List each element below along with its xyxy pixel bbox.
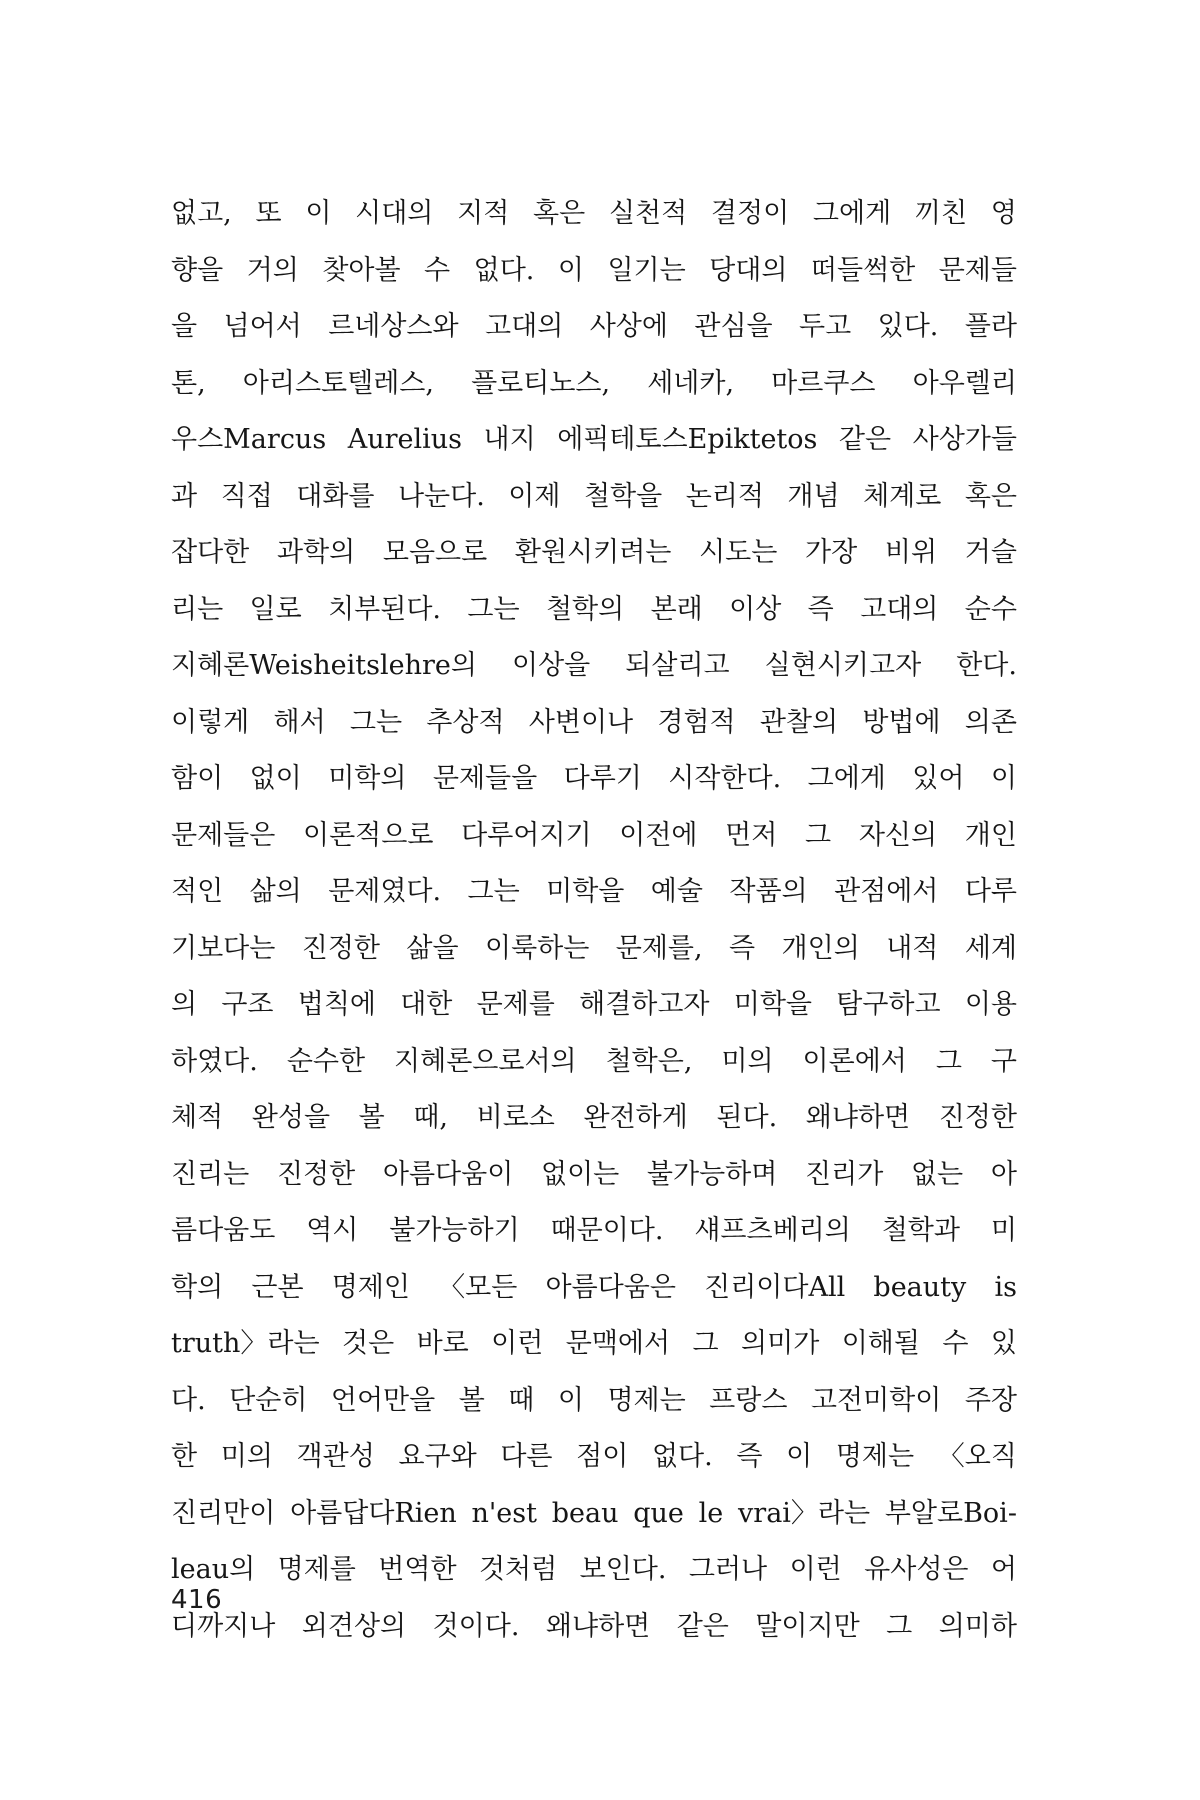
word: 이 bbox=[557, 1384, 584, 1416]
word: 결정이 bbox=[710, 198, 790, 229]
word: 사변이나 bbox=[528, 706, 634, 738]
word: 하였다. bbox=[171, 1045, 258, 1077]
text-line bbox=[171, 299, 1017, 356]
text-line bbox=[171, 582, 1017, 639]
text-line bbox=[171, 525, 1017, 582]
word: 일기는 bbox=[607, 254, 686, 286]
word: 우스Marcus bbox=[171, 424, 327, 455]
word: 바로 bbox=[416, 1328, 469, 1359]
word: 문제를 bbox=[476, 989, 555, 1020]
word: 대한 bbox=[400, 989, 453, 1020]
body-text bbox=[171, 186, 1017, 1655]
text-line bbox=[171, 1260, 1017, 1317]
text-line bbox=[171, 1429, 1017, 1486]
word: 점이 bbox=[576, 1441, 629, 1472]
word: 다루어지기 bbox=[461, 819, 592, 851]
word: 없이는 bbox=[540, 1158, 620, 1190]
text-line bbox=[171, 1034, 1017, 1091]
word: 없다. bbox=[473, 254, 535, 286]
word: 지혜론으로서의 bbox=[394, 1045, 577, 1077]
word: 보인다. bbox=[579, 1554, 667, 1585]
text-line bbox=[171, 921, 1017, 978]
word: 톤, bbox=[171, 367, 206, 399]
word: 르네상스와 bbox=[328, 311, 459, 342]
word: 탐구하고 bbox=[836, 989, 941, 1020]
word: 의 bbox=[171, 989, 198, 1020]
word: 삶의 bbox=[249, 876, 302, 907]
word: 넘어서 bbox=[223, 311, 302, 342]
word: 진정한 bbox=[301, 932, 380, 964]
word: 일로 bbox=[249, 593, 302, 625]
word: 진정한 bbox=[276, 1158, 356, 1190]
word: 모음으로 bbox=[382, 537, 488, 568]
word: 가장 bbox=[805, 537, 858, 568]
word: 거슬 bbox=[964, 537, 1017, 568]
word: 〈오직 bbox=[937, 1441, 1017, 1472]
word: 그에게 bbox=[812, 198, 892, 229]
word: 볼 bbox=[458, 1384, 485, 1416]
word: 즉 bbox=[729, 932, 756, 964]
word: le bbox=[698, 1497, 724, 1529]
word: 이룩하는 bbox=[485, 932, 590, 964]
word: 시대의 bbox=[355, 198, 434, 229]
text-line bbox=[171, 1147, 1017, 1204]
word: beauty bbox=[873, 1271, 967, 1303]
word: 근본 bbox=[251, 1271, 304, 1303]
word: 경험적 bbox=[657, 706, 736, 738]
text-line bbox=[171, 186, 1017, 243]
word: 어 bbox=[990, 1554, 1017, 1585]
word: 이해될 bbox=[841, 1328, 920, 1359]
word: 개념 bbox=[787, 480, 840, 512]
word: 실현시키고자 bbox=[764, 650, 922, 681]
word: 진리이다All bbox=[704, 1271, 846, 1303]
word: 미학을 bbox=[733, 989, 813, 1020]
word: 있어 bbox=[912, 763, 965, 794]
word: 디까지나 bbox=[171, 1610, 276, 1642]
word: 고대의 bbox=[860, 593, 939, 625]
word: 의미하 bbox=[938, 1610, 1017, 1642]
word: 이 bbox=[305, 198, 332, 229]
word: 아름답다Rien bbox=[290, 1497, 457, 1529]
text-line bbox=[171, 356, 1017, 413]
word: 미의 bbox=[220, 1441, 273, 1472]
word: 섀프츠베리의 bbox=[694, 1215, 851, 1246]
word: 한다. bbox=[956, 650, 1017, 681]
word: 같은 bbox=[838, 424, 892, 455]
word: 예술 bbox=[650, 876, 703, 907]
word: 적인 bbox=[171, 876, 224, 907]
word: 이 bbox=[557, 254, 584, 286]
word: 또 bbox=[255, 198, 282, 229]
word: 개인 bbox=[964, 819, 1017, 851]
word: 다른 bbox=[500, 1441, 553, 1472]
word: 아리스토텔레스, bbox=[242, 367, 434, 399]
word: 그 bbox=[805, 819, 832, 851]
word: 객관성 bbox=[296, 1441, 375, 1472]
word: 이론적으로 bbox=[303, 819, 434, 851]
word: is bbox=[994, 1271, 1017, 1303]
word: 이 bbox=[990, 763, 1017, 794]
word: 수 bbox=[424, 254, 451, 286]
word: 고대의 bbox=[485, 311, 564, 342]
word: 철학의 bbox=[545, 593, 625, 625]
word: 시작한다. bbox=[668, 763, 782, 794]
word: 고전미학이 bbox=[810, 1384, 942, 1416]
word: 아름다움은 bbox=[545, 1271, 676, 1303]
word: 지적 bbox=[457, 198, 510, 229]
word: 없다. bbox=[651, 1441, 713, 1472]
word: 과학의 bbox=[276, 537, 356, 568]
word: 치부된다. bbox=[328, 593, 442, 625]
word: 먼저 bbox=[725, 819, 778, 851]
word: n'est bbox=[471, 1497, 537, 1529]
word: 진정한 bbox=[938, 1102, 1017, 1133]
word: 요구와 bbox=[398, 1441, 477, 1472]
word: 세네카, bbox=[647, 367, 735, 399]
word: 나눈다. bbox=[397, 480, 485, 512]
word: 실천적 bbox=[608, 198, 688, 229]
word: 즉 bbox=[736, 1441, 763, 1472]
word: 수 bbox=[942, 1328, 969, 1359]
word: 같은 bbox=[676, 1610, 729, 1642]
word: 내지 bbox=[483, 424, 536, 455]
word: 한 bbox=[171, 1441, 198, 1472]
word: 명제인 bbox=[331, 1271, 410, 1303]
word: 번역한 bbox=[378, 1554, 457, 1585]
word: 관점에서 bbox=[834, 876, 939, 907]
word: 외견상의 bbox=[301, 1610, 407, 1642]
word: 논리적 bbox=[685, 480, 764, 512]
word: 아 bbox=[990, 1158, 1017, 1190]
word: 개인의 bbox=[781, 932, 860, 964]
word: que bbox=[633, 1497, 684, 1529]
word: beau bbox=[551, 1497, 619, 1529]
word: 구조 bbox=[221, 989, 274, 1020]
text-line bbox=[171, 977, 1017, 1034]
word: 아우렐리 bbox=[912, 367, 1017, 399]
word: 이런 bbox=[789, 1554, 842, 1585]
word: 완성을 bbox=[251, 1102, 331, 1133]
word: 진리가 bbox=[805, 1158, 884, 1190]
word: 이 bbox=[786, 1441, 813, 1472]
word: 시도는 bbox=[699, 537, 778, 568]
word: 왜냐하면 bbox=[805, 1102, 911, 1133]
word: 이렇게 bbox=[171, 706, 250, 738]
word: 작품의 bbox=[729, 876, 808, 907]
word: 불가능하며 bbox=[646, 1158, 778, 1190]
word: 때 bbox=[508, 1384, 535, 1416]
word: 에픽테토스Epiktetos bbox=[557, 424, 818, 455]
word: 프랑스 bbox=[709, 1384, 788, 1416]
text-line bbox=[171, 638, 1017, 695]
word: 된다. bbox=[716, 1102, 778, 1133]
text-line bbox=[171, 808, 1017, 865]
word: 해서 bbox=[273, 706, 326, 738]
word: 아름다움이 bbox=[382, 1158, 514, 1190]
word: 자신의 bbox=[858, 819, 938, 851]
word: 과 bbox=[171, 480, 198, 512]
word: 완전하게 bbox=[583, 1102, 688, 1133]
word: 혹은 bbox=[964, 480, 1017, 512]
word: 즉 bbox=[807, 593, 834, 625]
word: 주장 bbox=[964, 1384, 1017, 1416]
word: 름다움도 bbox=[171, 1215, 276, 1246]
word: 있 bbox=[990, 1328, 1017, 1359]
word: 부알로Boi- bbox=[884, 1497, 1017, 1529]
text-line bbox=[171, 1542, 1017, 1599]
word: 체계로 bbox=[863, 480, 942, 512]
word: 당대의 bbox=[709, 254, 788, 286]
word: 그는 bbox=[467, 593, 520, 625]
word: 그 bbox=[692, 1328, 719, 1359]
word: 미의 bbox=[721, 1045, 774, 1077]
text-line bbox=[171, 1486, 1017, 1543]
word: 철학과 bbox=[881, 1215, 960, 1246]
word: 을 bbox=[171, 311, 198, 342]
word: 불가능하기 bbox=[389, 1215, 520, 1246]
text-line bbox=[171, 469, 1017, 526]
word: 플라 bbox=[964, 311, 1017, 342]
word: 관심을 bbox=[694, 311, 773, 342]
word: 비위 bbox=[884, 537, 938, 568]
word: 볼 bbox=[358, 1102, 385, 1133]
word: 문제들은 bbox=[171, 819, 276, 851]
word: 마르쿠스 bbox=[771, 367, 876, 399]
word: 이제 bbox=[508, 480, 561, 512]
word: 문맥에서 bbox=[565, 1328, 671, 1359]
word: 문제들 bbox=[938, 254, 1017, 286]
text-line bbox=[171, 1090, 1017, 1147]
word: 유사성은 bbox=[864, 1554, 969, 1585]
word: 그러나 bbox=[688, 1554, 768, 1585]
word: 세계 bbox=[964, 932, 1017, 964]
word: 순수한 bbox=[286, 1045, 366, 1077]
text-line bbox=[171, 243, 1017, 300]
word: 해결하고자 bbox=[579, 989, 710, 1020]
word: 〈모든 bbox=[438, 1271, 518, 1303]
word: 찾아볼 bbox=[322, 254, 401, 286]
word: 의존 bbox=[964, 706, 1017, 738]
word: 순수 bbox=[964, 593, 1017, 625]
word: 본래 bbox=[650, 593, 703, 625]
word: 떠들썩한 bbox=[810, 254, 916, 286]
word: 다. bbox=[171, 1384, 206, 1416]
word: 방법에 bbox=[862, 706, 941, 738]
word: 혹은 bbox=[533, 198, 586, 229]
word: 있다. bbox=[877, 311, 939, 342]
word: 명제는 bbox=[607, 1384, 686, 1416]
word: 구 bbox=[990, 1045, 1017, 1077]
word: 삶을 bbox=[406, 932, 459, 964]
text-line bbox=[171, 1599, 1017, 1656]
word: 대화를 bbox=[296, 480, 375, 512]
word: 되살리고 bbox=[625, 650, 730, 681]
word: 것이다. bbox=[432, 1610, 520, 1642]
word: 진리만이 bbox=[171, 1497, 276, 1529]
word: 향을 bbox=[171, 254, 224, 286]
word: 끼친 bbox=[914, 198, 968, 229]
word: 내적 bbox=[886, 932, 939, 964]
word: 없이 bbox=[249, 763, 302, 794]
word: 그는 bbox=[349, 706, 403, 738]
word: 이용 bbox=[964, 989, 1017, 1020]
word: 철학은, bbox=[605, 1045, 693, 1077]
word: 그에게 bbox=[807, 763, 886, 794]
word: truth〉라는 bbox=[171, 1328, 320, 1359]
text-line bbox=[171, 1203, 1017, 1260]
word: 그 bbox=[935, 1045, 962, 1077]
word: 기보다는 bbox=[171, 932, 276, 964]
word: 이런 bbox=[491, 1328, 544, 1359]
word: 이론에서 bbox=[802, 1045, 907, 1077]
word: 다루 bbox=[964, 876, 1017, 907]
word: 문제였다. bbox=[328, 876, 442, 907]
word: 두고 bbox=[799, 311, 852, 342]
word: 직접 bbox=[220, 480, 273, 512]
word: 체적 bbox=[171, 1102, 224, 1133]
text-line bbox=[171, 695, 1017, 752]
word: 이전에 bbox=[619, 819, 698, 851]
word: 철학을 bbox=[583, 480, 663, 512]
word: 추상적 bbox=[426, 706, 505, 738]
word: 그 bbox=[886, 1610, 913, 1642]
page-number: 416 bbox=[171, 1585, 223, 1615]
word: 때, bbox=[413, 1102, 449, 1133]
word: 말이지만 bbox=[755, 1610, 860, 1642]
word: 미학의 bbox=[328, 763, 407, 794]
word: 사상에 bbox=[589, 311, 668, 342]
word: 없는 bbox=[910, 1158, 964, 1190]
word: 진리는 bbox=[171, 1158, 250, 1190]
word: 것은 bbox=[341, 1328, 395, 1359]
word: 학의 bbox=[171, 1271, 224, 1303]
word: 그는 bbox=[467, 876, 520, 907]
word: 지혜론Weisheitslehre의 bbox=[171, 650, 477, 681]
word: 것처럼 bbox=[478, 1554, 558, 1585]
text-line bbox=[171, 864, 1017, 921]
word: 미 bbox=[990, 1215, 1017, 1246]
word: Aurelius bbox=[347, 424, 462, 455]
word: 플로티노스, bbox=[471, 367, 611, 399]
word: 의미가 bbox=[741, 1328, 820, 1359]
word: 없고, bbox=[171, 198, 232, 229]
word: 리는 bbox=[171, 593, 224, 625]
word: 거의 bbox=[246, 254, 299, 286]
word: 함이 bbox=[171, 763, 224, 794]
text-line bbox=[171, 1316, 1017, 1373]
word: 다루기 bbox=[563, 763, 642, 794]
word: 이상을 bbox=[512, 650, 591, 681]
word: 역시 bbox=[306, 1215, 359, 1246]
word: 법칙에 bbox=[297, 989, 376, 1020]
word: 단순히 bbox=[229, 1384, 308, 1416]
word: leau의 bbox=[171, 1554, 256, 1585]
text-line bbox=[171, 412, 1017, 469]
word: 명제를 bbox=[277, 1554, 356, 1585]
word: 미학을 bbox=[546, 876, 625, 907]
text-line bbox=[171, 751, 1017, 808]
word: 언어만을 bbox=[330, 1384, 436, 1416]
word: 사상가들 bbox=[912, 424, 1017, 455]
word: 명제는 bbox=[835, 1441, 915, 1472]
word: 문제들을 bbox=[432, 763, 538, 794]
word: 비로소 bbox=[476, 1102, 555, 1133]
word: 영 bbox=[990, 198, 1017, 229]
word: 환원시키려는 bbox=[514, 537, 672, 568]
word: 관찰의 bbox=[759, 706, 839, 738]
word: 이상 bbox=[729, 593, 782, 625]
text-line bbox=[171, 1373, 1017, 1430]
word: 왜냐하면 bbox=[545, 1610, 651, 1642]
word: vrai〉라는 bbox=[738, 1497, 871, 1529]
word: 때문이다. bbox=[550, 1215, 664, 1246]
word: 문제를, bbox=[615, 932, 703, 964]
word: 잡다한 bbox=[171, 537, 250, 568]
